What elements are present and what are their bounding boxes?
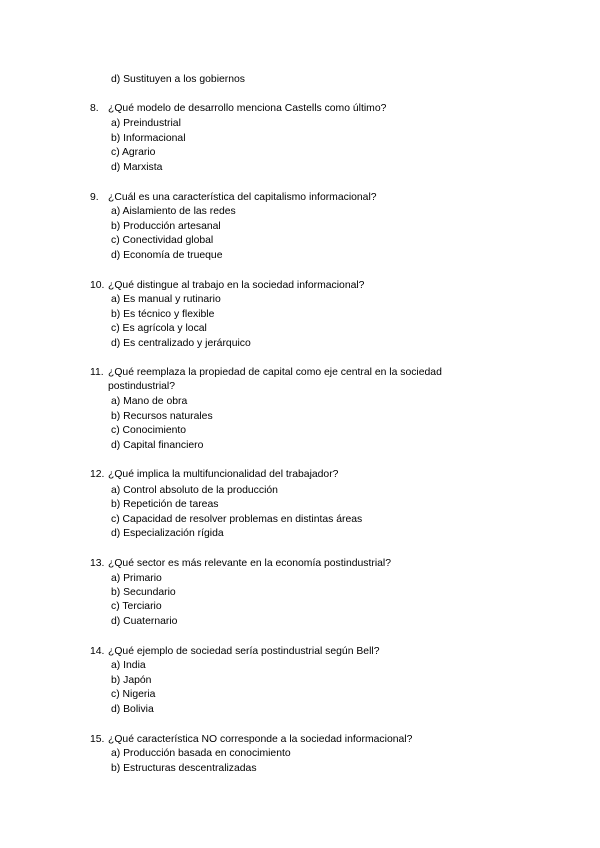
question-number-15: 15. — [90, 734, 105, 745]
option-8a: a) Preindustrial — [111, 118, 181, 129]
option-9c: c) Conectividad global — [111, 235, 214, 246]
question-15-text: ¿Qué característica NO corresponde a la sociedad informacional? — [108, 734, 413, 745]
option-13b: b) Secundario — [111, 587, 176, 598]
option-15b: b) Estructuras descentralizadas — [111, 763, 257, 774]
option-13c: c) Terciario — [111, 601, 162, 612]
option-14a: a) India — [111, 660, 146, 671]
question-11-text-cont: postindustrial? — [108, 381, 176, 392]
option-11c: c) Conocimiento — [111, 425, 187, 436]
option-11d: d) Capital financiero — [111, 440, 204, 451]
option-14d: d) Bolivia — [111, 704, 154, 715]
question-8-text: ¿Qué modelo de desarrollo menciona Castells como último? — [108, 103, 387, 114]
option-7d: d) Sustituyen a los gobiernos — [111, 74, 246, 85]
option-13d: d) Cuaternario — [111, 616, 178, 627]
question-number-9: 9. — [90, 192, 99, 203]
question-13-text: ¿Qué sector es más relevante en la economía postindustrial? — [108, 558, 392, 569]
question-number-12: 12. — [90, 469, 105, 480]
option-10d: d) Es centralizado y jerárquico — [111, 338, 251, 349]
option-12c: c) Capacidad de resolver problemas en distintas áreas — [111, 514, 363, 525]
option-12d: d) Especialización rígida — [111, 528, 224, 539]
question-14-text: ¿Qué ejemplo de sociedad sería postindustrial según Bell? — [108, 646, 380, 657]
option-11a: a) Mano de obra — [111, 396, 188, 407]
question-number-11: 11. — [90, 367, 104, 378]
option-12a: a) Control absoluto de la producción — [111, 485, 278, 496]
option-9d: d) Economía de trueque — [111, 250, 223, 261]
question-12-text: ¿Qué implica la multifuncionalidad del trabajador? — [108, 469, 339, 480]
option-15a: a) Producción basada en conocimiento — [111, 748, 291, 759]
question-number-8: 8. — [90, 103, 99, 114]
option-10c: c) Es agrícola y local — [111, 323, 207, 334]
question-number-10: 10. — [90, 280, 105, 291]
option-10a: a) Es manual y rutinario — [111, 294, 221, 305]
option-14c: c) Nigeria — [111, 689, 156, 700]
question-10-text: ¿Qué distingue al trabajo en la sociedad informacional? — [108, 280, 365, 291]
option-9a: a) Aislamiento de las redes — [111, 206, 236, 217]
question-number-14: 14. — [90, 646, 105, 657]
question-9-text: ¿Cuál es una característica del capitalismo informacional? — [108, 192, 377, 203]
option-8d: d) Marxista — [111, 162, 163, 173]
option-13a: a) Primario — [111, 573, 162, 584]
option-8b: b) Informacional — [111, 133, 186, 144]
option-11b: b) Recursos naturales — [111, 411, 213, 422]
question-11-text: ¿Qué reemplaza la propiedad de capital como eje central en la sociedad — [108, 367, 442, 378]
option-10b: b) Es técnico y flexible — [111, 309, 215, 320]
question-number-13: 13. — [90, 558, 105, 569]
option-8c: c) Agrario — [111, 147, 156, 158]
option-12b: b) Repetición de tareas — [111, 499, 219, 510]
option-14b: b) Japón — [111, 675, 152, 686]
option-9b: b) Producción artesanal — [111, 221, 221, 232]
